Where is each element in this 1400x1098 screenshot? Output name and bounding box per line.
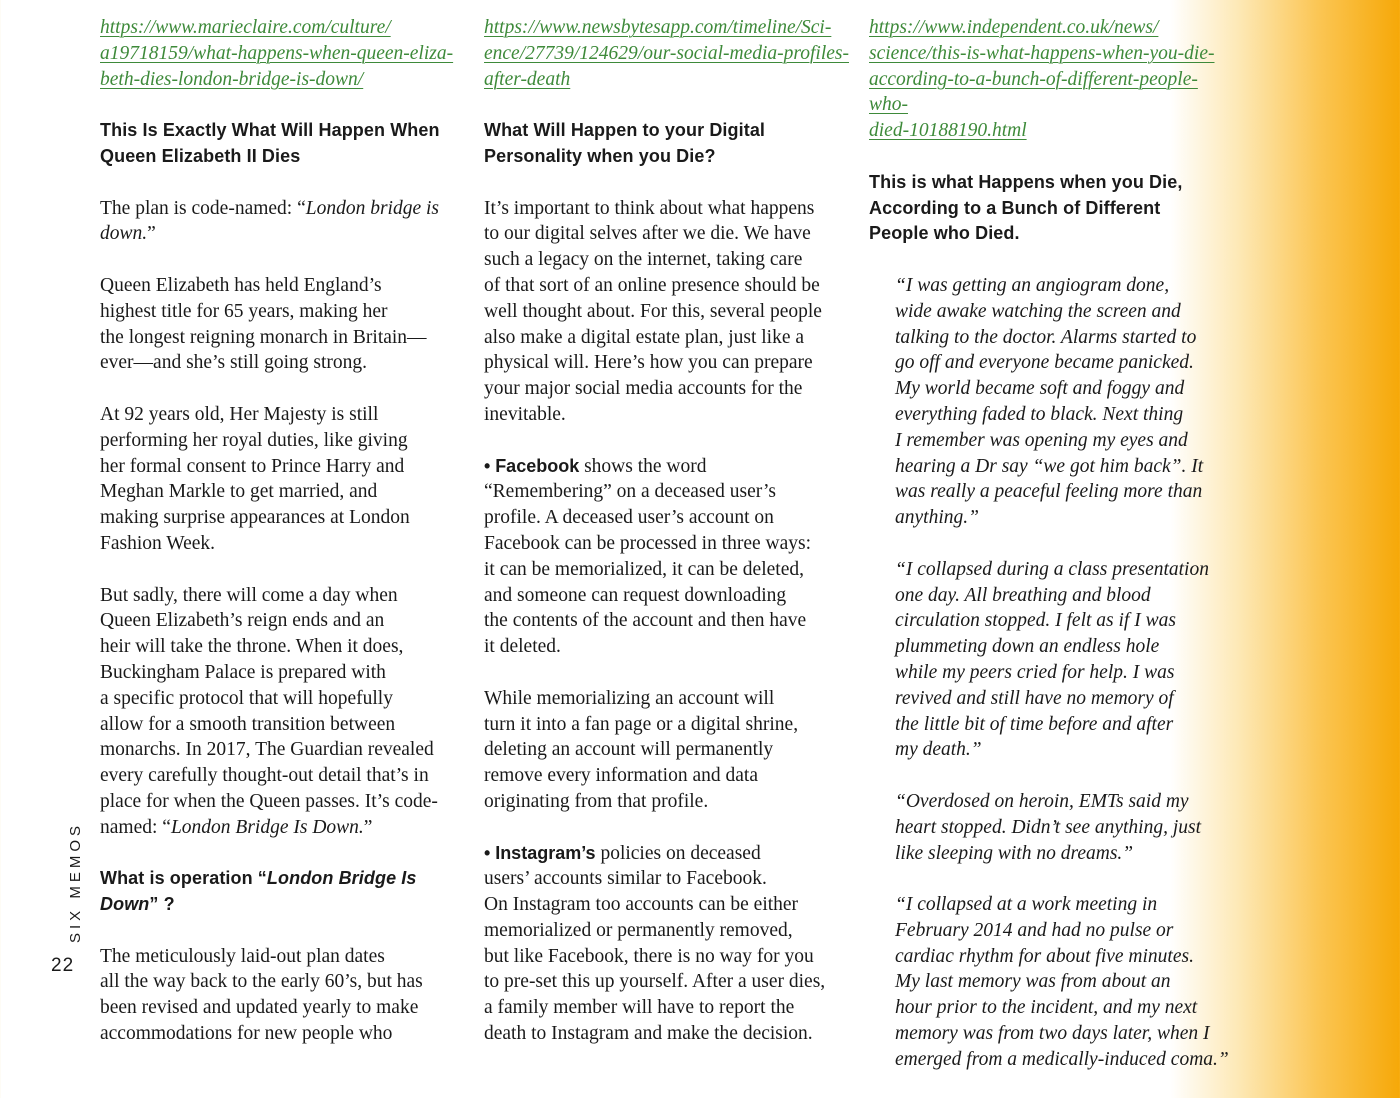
bullet-text: shows the word “Remembering” on a deceased user’s profile. A deceased user’s account on Facebook can be processed in three ways: it can be memorialized, it can be deleted, and someone can request downloading the contents of the account and then have it deleted. bbox=[484, 455, 812, 658]
bullet-facebook bbox=[484, 454, 856, 660]
bullet-label-facebook: Facebook bbox=[495, 455, 580, 476]
source-link-newsbytes[interactable]: https://www.newsbytesapp.com/timeline/Sci- ence/27739/124629/our-social-media-profiles- after-death bbox=[484, 17, 849, 90]
paragraph-age: At 92 years old, Her Majesty is still performing her royal duties, like giving her formal consent to Prince Harry and Meghan Markle to get married, and making surprise appearances at London Fashion Week. bbox=[100, 403, 410, 554]
paragraph-text: But sadly, there will come a day when Queen Elizabeth’s reign ends and an heir will take the throne. When it does, Buckingham Palace is prepared with a specific protocol that will hopefully allow for a smooth transition between monarchs. In 2017, The Guardian revealed every carefully thought-out detail that’s in place for when the Queen passes. It’s code- named: “ bbox=[100, 584, 438, 838]
paragraph-text: The plan is code-named: “ bbox=[100, 197, 306, 219]
article-heading-die: This is what Happens when you Die, According to a Bunch of Different People who Died. bbox=[869, 171, 1183, 244]
paragraph-protocol bbox=[100, 583, 470, 841]
emphasis-text: London bridge is down. bbox=[100, 197, 440, 245]
emphasis-text: London Bridge Is Down. bbox=[170, 816, 364, 838]
bullet-mark: • bbox=[484, 842, 491, 863]
heading-text: What is operation “ bbox=[100, 868, 267, 889]
paragraph-digital-selves: It’s important to think about what happens to our digital selves after we die. We have such a legacy on the internet, taking care of that sort of an online presence should be well thought about. For this, several people also make a digital estate plan, just like a physical will. Here’s how you can prepare your major social media accounts for the inevitable. bbox=[484, 197, 822, 425]
source-link-marieclaire[interactable]: https://www.marieclaire.com/culture/ a19718159/what-happens-when-queen-eliza- beth-dies-london-bridge-is-down/ bbox=[100, 17, 454, 90]
column-marieclaire bbox=[100, 15, 470, 1073]
bullet-text: policies on deceased users’ accounts similar to Facebook. On Instagram too accounts can be either memorialized or permanently removed, but like Facebook, there is no way for you to pre-set this up yourself. After a user dies, a family member will have to report the death to Instagram and make the decision. bbox=[484, 842, 826, 1045]
page-number: 22 bbox=[51, 955, 75, 976]
article-heading-queen: This Is Exactly What Will Happen When Queen Elizabeth II Dies bbox=[100, 120, 440, 166]
paragraph-code-name bbox=[100, 196, 470, 248]
paragraph-reign: Queen Elizabeth has held England’s highest title for 65 years, making her the longest reigning monarch in Britain— ever—and she’s still going strong. bbox=[100, 274, 427, 374]
bullet-instagram bbox=[484, 841, 856, 1047]
paragraph-plan-dates: The meticulously laid-out plan dates all the way back to the early 60’s, but has been revised and updated yearly to make accommodations for new people who bbox=[100, 945, 423, 1045]
paragraph-text: ” bbox=[147, 223, 156, 245]
quote-work-meeting: “I collapsed at a work meeting in February 2014 and had no pulse or cardiac rhythm for about five minutes. My last memory was from about an hour prior to the incident, and my next memory was from two days later, when I emerged from a medically-induced coma.” bbox=[895, 894, 1229, 1070]
column-newsbytes bbox=[484, 15, 856, 1073]
source-link-independent[interactable]: https://www.independent.co.uk/news/ science/this-is-what-happens-when-you-die- according-to-a-bunch-of-different-people-who- died-10188190.html bbox=[869, 17, 1215, 142]
heading-emphasis: London Bridge Is Down bbox=[100, 868, 417, 915]
bullet-label-instagram: Instagram’s bbox=[495, 842, 596, 863]
column-independent bbox=[869, 15, 1229, 1098]
running-title: SIX MEMOS bbox=[67, 821, 84, 943]
quote-class-presentation: “I collapsed during a class presentation one day. All breathing and blood circulation stopped. I felt as if I was plummeting down an endless hole while my peers cried for help. I was revived and still have no memory of the little bit of time before and after my death.” bbox=[895, 558, 1209, 761]
heading-text: ” ? bbox=[149, 894, 175, 915]
bullet-mark: • bbox=[484, 455, 491, 476]
subheading-operation bbox=[100, 866, 470, 918]
paragraph-memorializing: While memorializing an account will turn it into a fan page or a digital shrine, deleting an account will permanently remove every information and data originating from that profile. bbox=[484, 687, 799, 812]
paragraph-text: ” bbox=[363, 816, 373, 838]
quote-angiogram: “I was getting an angiogram done, wide awake watching the screen and talking to the doctor. Alarms started to go off and everyone became panicked. My world became soft and foggy and everything faded to black. Next thing I remember was opening my eyes and hearing a Dr say “we got him back”. It was really a peaceful feeling more than anything.” bbox=[895, 274, 1204, 529]
article-heading-digital: What Will Happen to your Digital Personality when you Die? bbox=[484, 120, 766, 166]
quote-overdose: “Overdosed on heroin, EMTs said my heart stopped. Didn’t see anything, just like sleeping with no dreams.” bbox=[895, 790, 1202, 864]
